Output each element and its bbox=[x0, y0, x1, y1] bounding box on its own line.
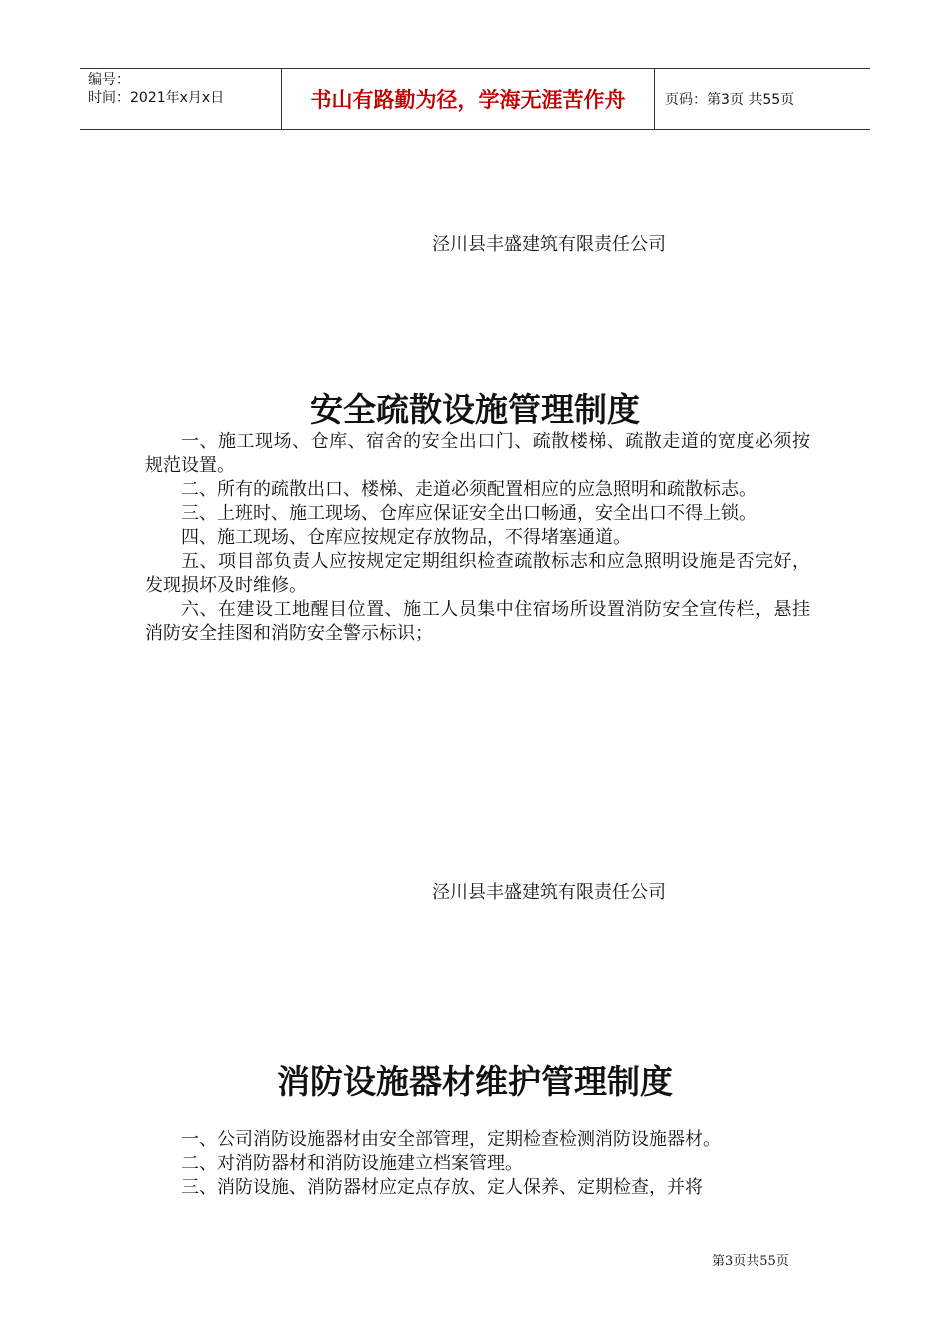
company-name: 泾川县丰盛建筑有限责任公司 bbox=[432, 234, 666, 255]
paragraph: 五、项目部负责人应按规定定期组织检查疏散标志和应急照明设施是否完好，发现损坏及时维修。 bbox=[145, 551, 810, 596]
header-page-info: 页码：第3页 共55页 bbox=[665, 92, 795, 108]
page-header bbox=[80, 68, 870, 130]
time-label: 时间：2021年x月x日 bbox=[88, 90, 225, 106]
company-name: 泾川县丰盛建筑有限责任公司 bbox=[432, 882, 666, 903]
paragraph: 二、所有的疏散出口、楼梯、走道必须配置相应的应急照明和疏散标志。 bbox=[181, 479, 757, 500]
paragraph: 三、消防设施、消防器材应定点存放、定人保养、定期检查，并将 bbox=[181, 1177, 703, 1198]
header-meta bbox=[80, 69, 282, 129]
paragraph: 三、上班时、施工现场、仓库应保证安全出口畅通，安全出口不得上锁。 bbox=[181, 503, 757, 524]
section-title: 消防设施器材维护管理制度 bbox=[277, 1062, 673, 1101]
header-motto: 书山有路勤为径，学海无涯苦作舟 bbox=[282, 69, 655, 129]
paragraph: 二、对消防器材和消防设施建立档案管理。 bbox=[181, 1153, 523, 1174]
number-label: 编号： bbox=[88, 72, 130, 88]
section-body bbox=[145, 430, 810, 646]
paragraph: 一、施工现场、仓库、宿舍的安全出口门、疏散楼梯、疏散走道的宽度必须按规范设置。 bbox=[145, 431, 810, 476]
section-body bbox=[145, 1128, 810, 1200]
paragraph: 一、公司消防设施器材由安全部管理，定期检查检测消防设施器材。 bbox=[181, 1129, 721, 1150]
section-title: 安全疏散设施管理制度 bbox=[310, 390, 640, 429]
page-footer: 第3页共55页 bbox=[712, 1254, 789, 1269]
paragraph: 四、施工现场、仓库应按规定存放物品，不得堵塞通道。 bbox=[181, 527, 631, 548]
paragraph: 六、在建设工地醒目位置、施工人员集中住宿场所设置消防安全宣传栏，悬挂消防安全挂图和消防安全警示标识； bbox=[145, 599, 810, 644]
